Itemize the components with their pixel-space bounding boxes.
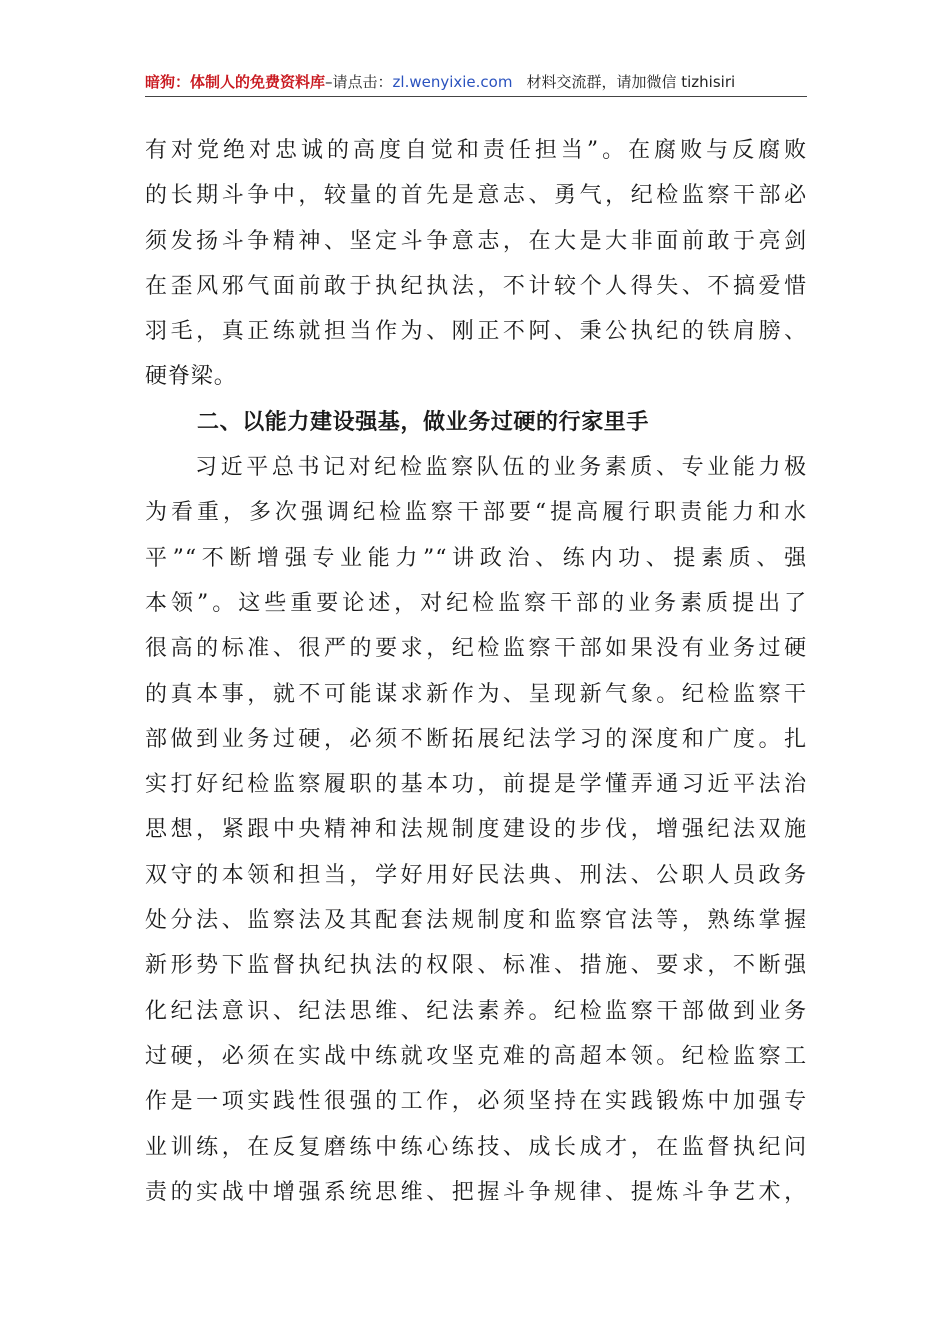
text-line: 部做到业务过硬，必须不断拓展纪法学习的深度和广度。扎: [145, 726, 807, 752]
text-line: 双守的本领和担当，学好用好民法典、刑法、公职人员政务: [145, 862, 807, 888]
header-brand: 暗狗：体制人的免费资料库: [145, 73, 326, 91]
document-body: [145, 128, 807, 1215]
text-line: 有对党绝对忠诚的高度自觉和责任担当”。在腐败与反腐败: [145, 138, 807, 163]
text-line: 为看重，多次强调纪检监察干部要“提高履行职责能力和水: [145, 500, 807, 526]
text-line: 羽毛，真正练就担当作为、刚正不阿、秉公执纪的铁肩膀、: [145, 319, 807, 345]
text-line: 作是一项实践性很强的工作，必须坚持在实践锻炼中加强专: [145, 1089, 807, 1115]
header-note: 材料交流群，请加微信 tizhisiri: [526, 73, 736, 91]
text-line: 新形势下监督执纪执法的权限、标准、措施、要求，不断强: [145, 953, 807, 979]
header-url-link[interactable]: zl.wenyixie.com: [392, 73, 513, 91]
text-line: 的真本事，就不可能谋求新作为、呈现新气象。纪检监察干: [145, 681, 807, 707]
text-line: 实打好纪检监察履职的基本功，前提是学懂弄通习近平法治: [145, 772, 807, 798]
header-prompt: –请点击：: [325, 73, 393, 91]
text-line: 处分法、监察法及其配套法规制度和监察官法等，熟练掌握: [145, 908, 807, 934]
text-line: 思想，紧跟中央精神和法规制度建设的步伐，增强纪法双施: [145, 817, 807, 843]
text-line: 在歪风邪气面前敢于执纪执法，不计较个人得失、不搞爱惜: [145, 273, 807, 299]
text-line: 的长期斗争中，较量的首先是意志、勇气，纪检监察干部必: [145, 183, 807, 209]
text-line: 很高的标准、很严的要求，纪检监察干部如果没有业务过硬: [145, 636, 807, 662]
text-line: 习近平总书记对纪检监察队伍的业务素质、专业能力极: [195, 455, 807, 481]
text-line: 本领”。这些重要论述，对纪检监察干部的业务素质提出了: [145, 590, 807, 616]
text-line: 业训练，在反复磨练中练心练技、成长成才，在监督执纪问: [145, 1134, 807, 1160]
page-header: [145, 70, 805, 94]
text-line: 硬脊梁。: [145, 364, 237, 390]
text-line: 须发扬斗争精神、坚定斗争意志，在大是大非面前敢于亮剑: [145, 228, 807, 254]
text-line: 平”“不断增强专业能力”“讲政治、练内功、提素质、强: [145, 545, 807, 571]
section-heading: 二、以能力建设强基，做业务过硬的行家里手: [197, 409, 650, 435]
text-line: 过硬，必须在实战中练就攻坚克难的高超本领。纪检监察工: [145, 1043, 807, 1069]
text-line: 化纪法意识、纪法思维、纪法素养。纪检监察干部做到业务: [145, 998, 807, 1024]
header-divider: [145, 96, 807, 97]
text-line: 责的实战中增强系统思维、把握斗争规律、提炼斗争艺术，: [145, 1179, 807, 1205]
